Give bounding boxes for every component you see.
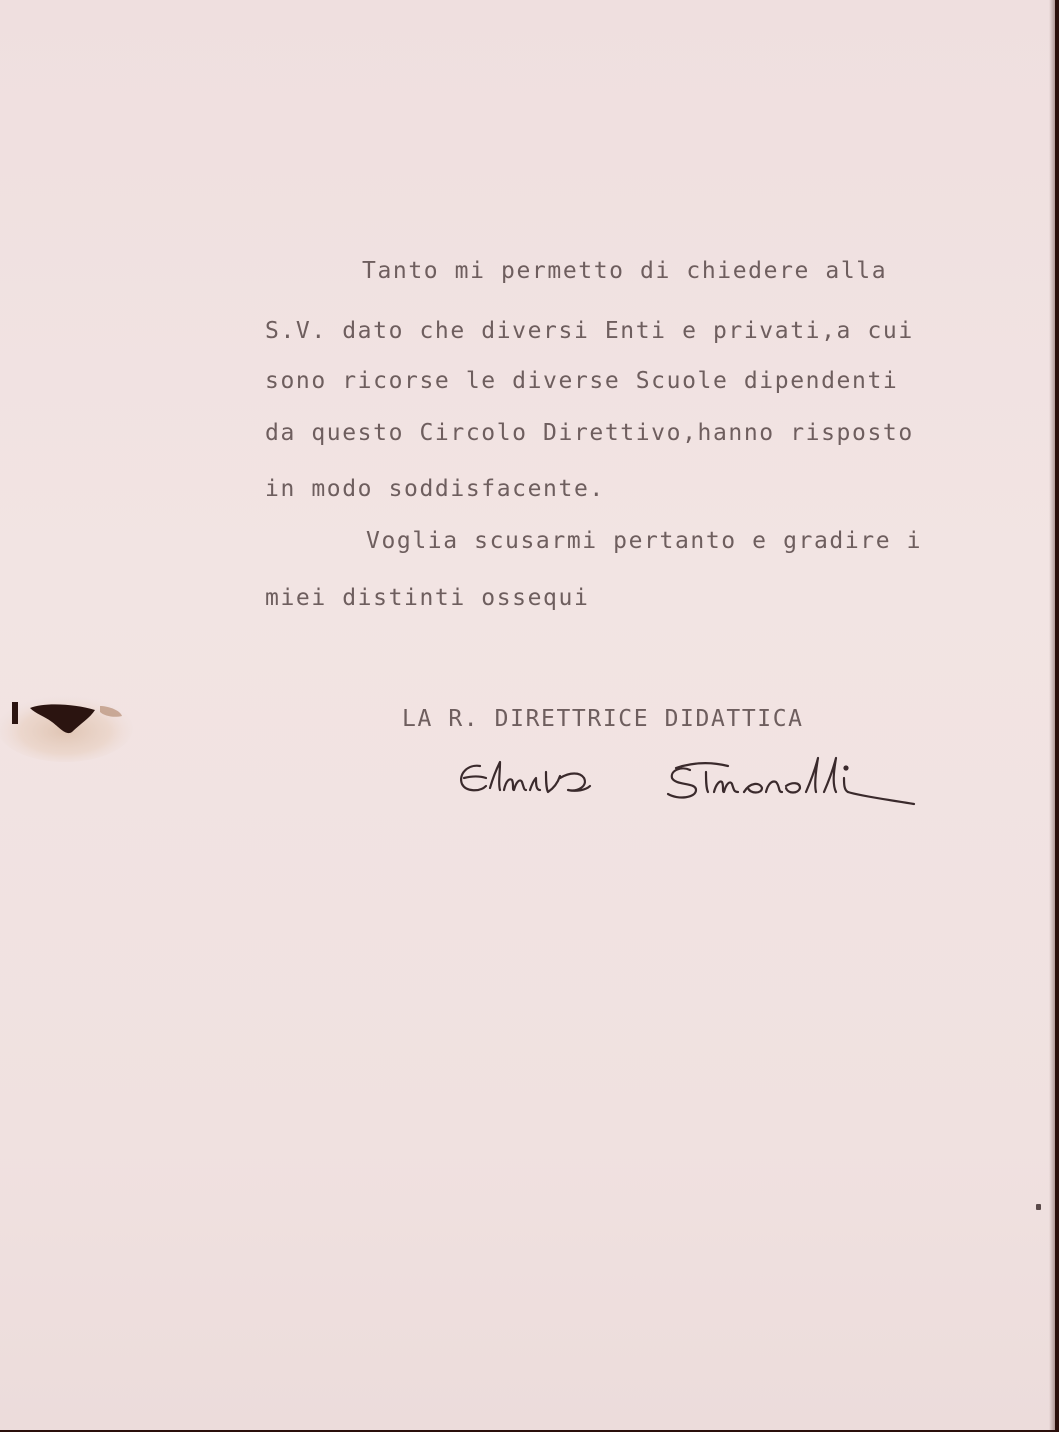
- paper-mark: [1036, 1204, 1041, 1210]
- paragraph-1-line-5: in modo soddisfacente.: [265, 476, 605, 502]
- page-edge: [1049, 0, 1055, 1430]
- paper-stain: [0, 688, 135, 768]
- handwritten-signature: [450, 748, 930, 818]
- paragraph-2-line-2: miei distinti ossequi: [265, 585, 590, 611]
- paragraph-1-line-3: sono ricorse le diverse Scuole dipendenti: [265, 368, 899, 394]
- paragraph-2-line-1: Voglia scusarmi pertanto e gradire i: [366, 528, 923, 554]
- paragraph-1-line-2: S.V. dato che diversi Enti e privati,a cui: [265, 318, 914, 344]
- signatory-title: LA R. DIRETTRICE DIDATTICA: [402, 706, 804, 732]
- paragraph-1-line-1: Tanto mi permetto di chiedere alla: [362, 258, 888, 284]
- paragraph-1-line-4: da questo Circolo Direttivo,hanno risposto: [265, 420, 914, 446]
